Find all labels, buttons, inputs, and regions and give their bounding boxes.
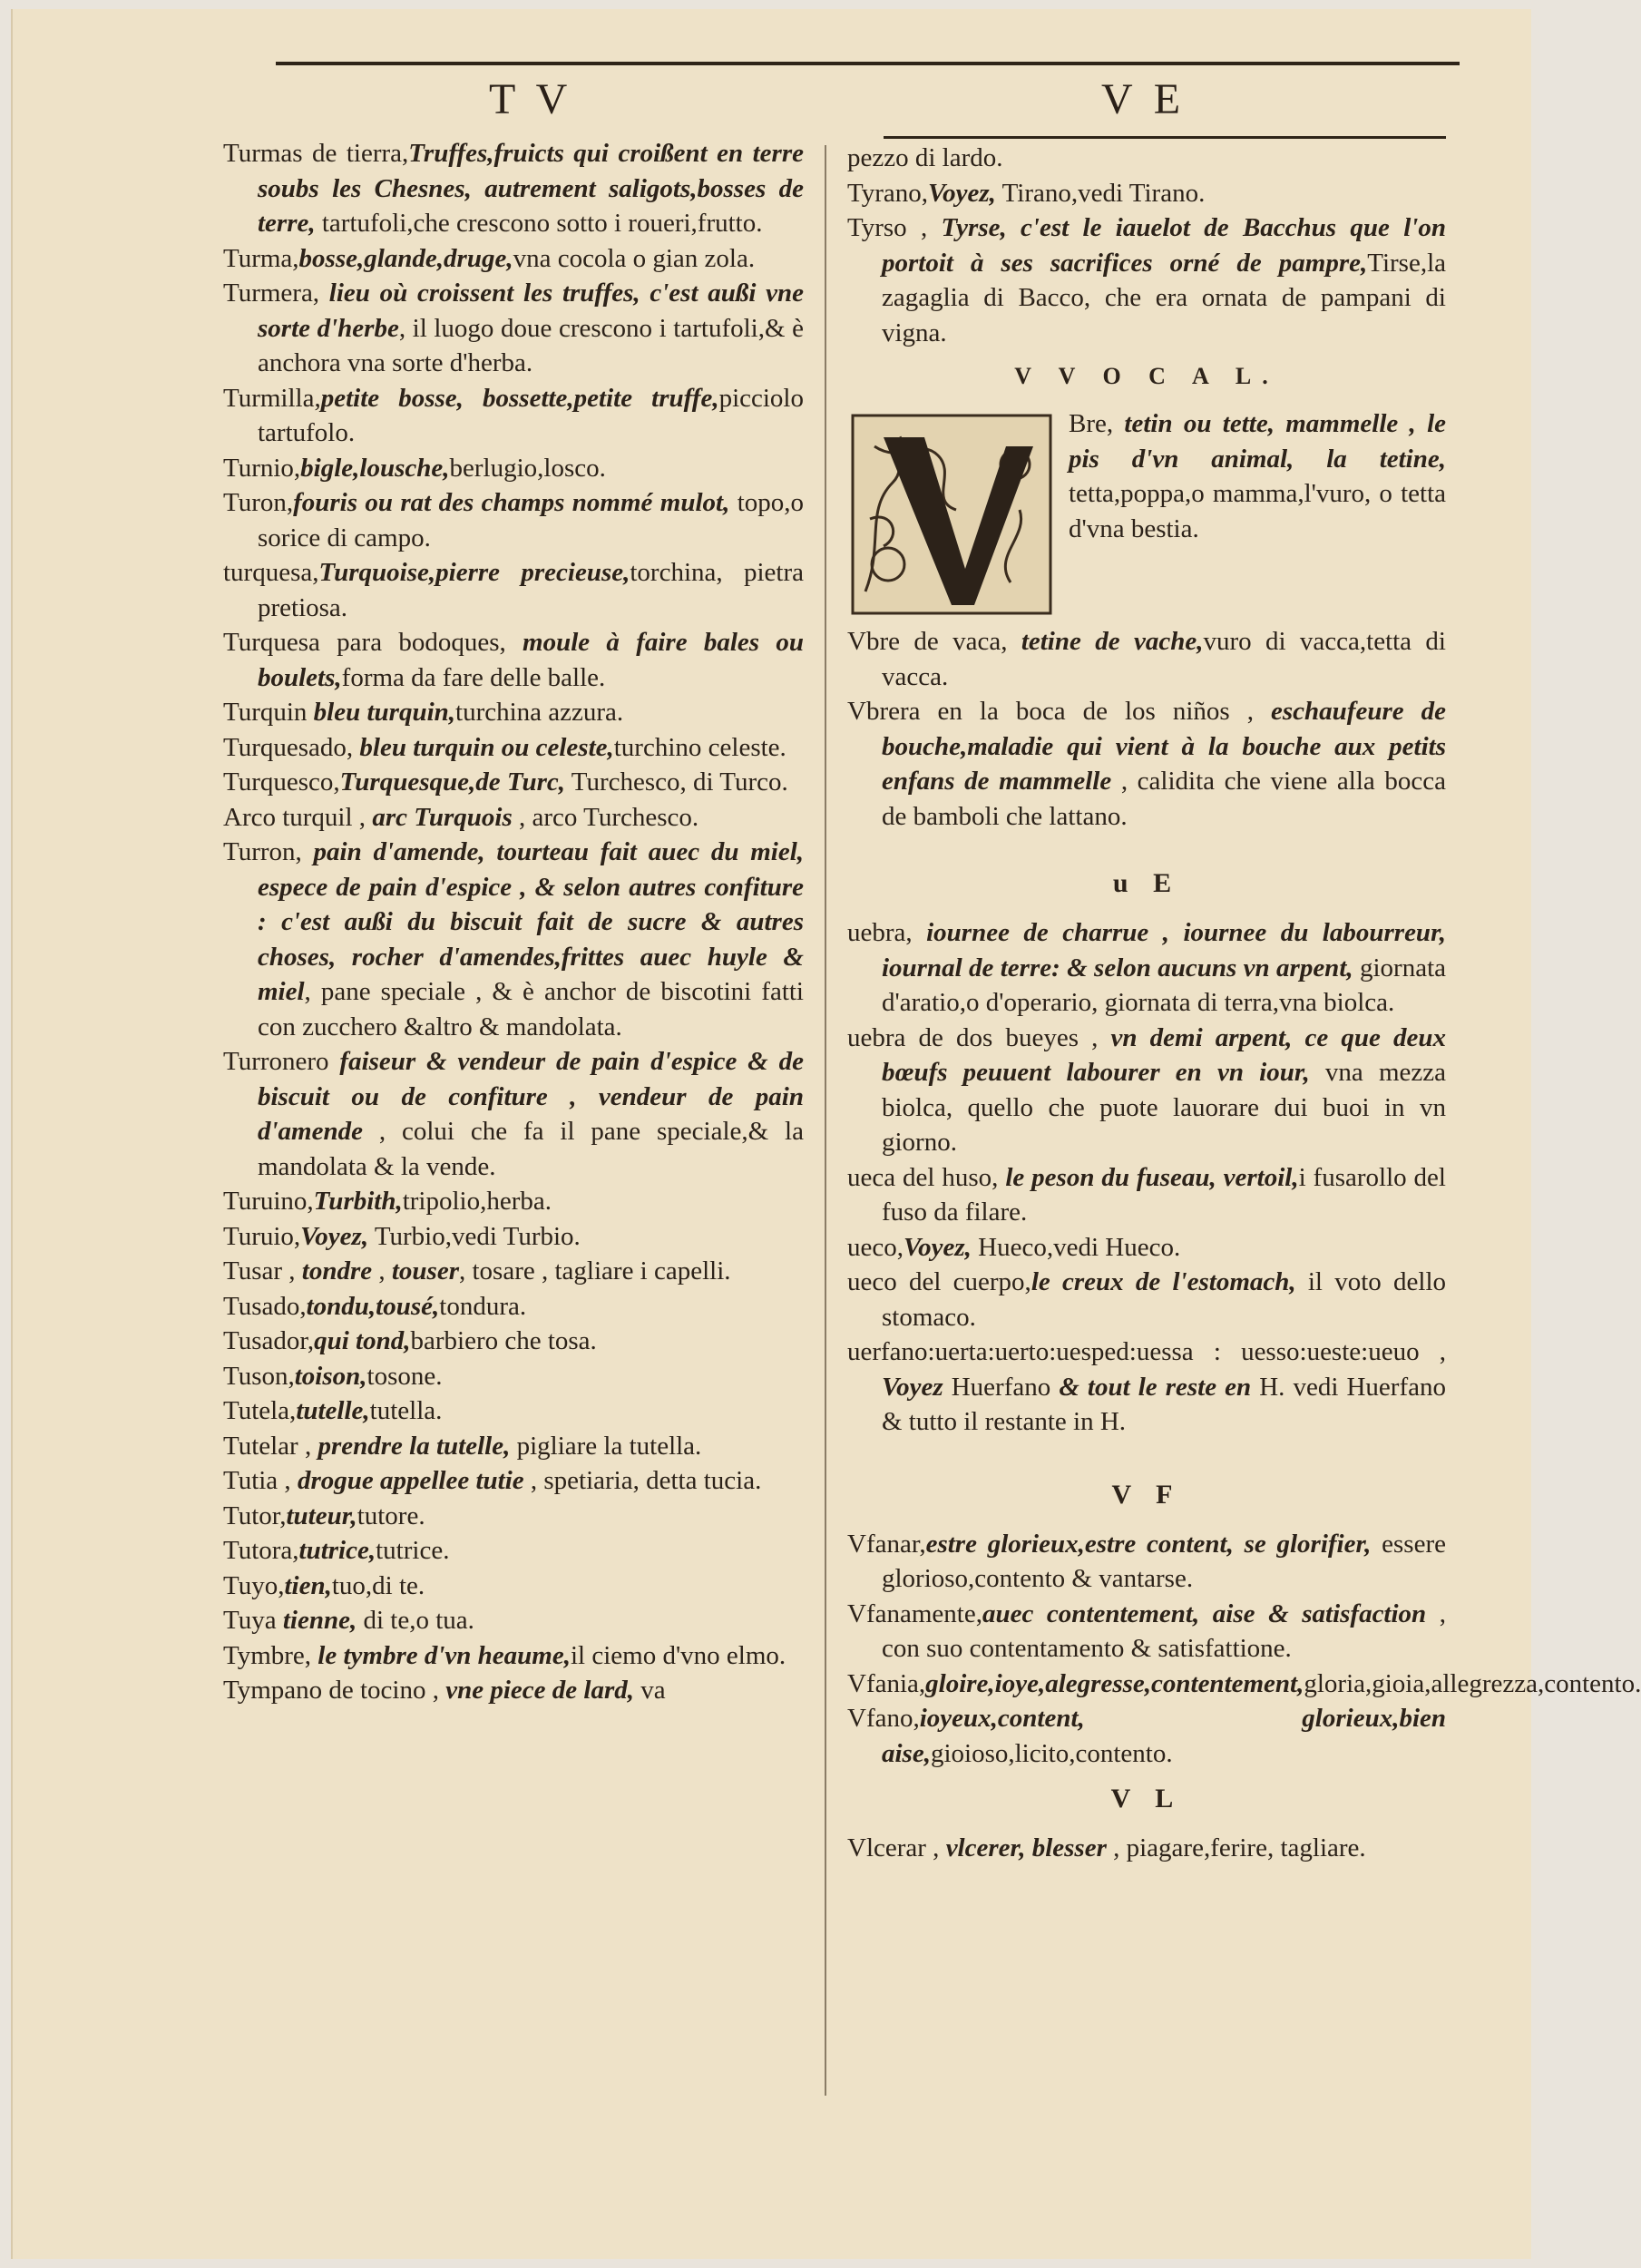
header-right: V E: [1101, 75, 1187, 123]
entry-italian: tutella.: [369, 1396, 443, 1425]
entry-french: tienne,: [282, 1606, 357, 1635]
left-column: [223, 136, 804, 1708]
entry-french: vlcerer, blesser: [945, 1833, 1107, 1862]
dictionary-entry: [223, 1499, 804, 1534]
dictionary-entry: [223, 1254, 804, 1289]
entry-headword: Tyrano,: [847, 178, 928, 208]
entry-italian: Turbio,vedi Turbio.: [368, 1221, 581, 1251]
entry-italian: , tosare , tagliare i capelli.: [459, 1256, 731, 1286]
entry-headword: Tuson,: [223, 1361, 295, 1391]
dictionary-entry: [847, 915, 1446, 1021]
entry-italian: tripolio,herba.: [402, 1187, 552, 1216]
entry-french: pain d'amende, tourteau fait auec du miel, espece de pain d'espice , & selon autres confiture : c'est außi du biscuit fait de sucre & autres choses, rocher d'amendes,frittes auec huyle & miel: [258, 837, 805, 1006]
entry-italian: , pane speciale , & è anchor de biscotini fatti con zucchero &altro & mandolata.: [258, 977, 804, 1041]
dictionary-entry: [223, 1289, 804, 1325]
entry-headword: ueco del cuerpo,: [847, 1267, 1031, 1296]
dropcap-entry: Bre, tetin ou tette, mammelle , le pis d'vn animal, la tetine, tetta,poppa,o mamma,l'vuro, o tetta d'vna bestia.: [1069, 409, 1446, 543]
entry-french: petite bosse, bossette,petite truffe,: [320, 383, 719, 413]
entry-italian: , piagare,ferire, tagliare.: [1106, 1833, 1366, 1862]
entry-french: tondu,tousé,: [306, 1291, 440, 1321]
entry-headword: Tutia ,: [223, 1466, 298, 1495]
entry-italian: topo,o sorice di campo.: [258, 488, 804, 552]
dictionary-entry: [847, 176, 1446, 211]
entry-french: estre glorieux,estre content, se glorifier,: [925, 1529, 1372, 1559]
dictionary-entry: [847, 1667, 1641, 1702]
entry-headword: Turmera,: [223, 279, 329, 308]
entry-italian: , con suo contentamento & satisfattione.: [882, 1598, 1447, 1663]
entry-headword: Tyrso ,: [847, 213, 942, 242]
entry-headword: Turmilla,: [223, 383, 321, 413]
entry-french: le tymbre d'vn heaume,: [317, 1640, 571, 1670]
entry-french: tien,: [284, 1570, 332, 1600]
entry-french: Turquoise,pierre precieuse,: [318, 558, 630, 587]
entry-french: qui tond,: [314, 1326, 411, 1355]
entry-italian: tondura.: [439, 1291, 527, 1321]
entry-french: vn demi arpent, ce que deux bœufs peuuent labourer en vn iour,: [882, 1022, 1447, 1087]
entry-italian: gloria,gioia,allegrezza,contento.: [1304, 1668, 1641, 1698]
entry-italian: pigliare la tutella.: [510, 1431, 702, 1461]
dictionary-entry: [223, 485, 804, 555]
entry-headword: Turquin: [223, 698, 314, 727]
header-rule-right: [884, 136, 1446, 139]
header-left: T V: [489, 75, 573, 123]
entry-french: tetine de vache,: [1021, 627, 1204, 656]
entry-italian: tosone.: [366, 1361, 443, 1391]
dictionary-entry: [223, 695, 804, 730]
entry-italian: H. vedi Huerfano & tutto il restante in H.: [882, 1372, 1446, 1436]
entry-italian: vuro di vacca,tetta di vacca.: [882, 627, 1446, 691]
entry-headword: Tymbre,: [223, 1640, 318, 1670]
column-divider: [825, 145, 826, 2096]
ornamental-initial-v-icon: [847, 410, 1056, 619]
entry-headword: Tutora,: [223, 1536, 299, 1565]
entry-headword: Turon,: [223, 488, 294, 517]
dictionary-entry: [223, 1359, 804, 1394]
entry-italian: turchina azzura.: [455, 698, 624, 727]
entry-italian: giornata d'aratio,o d'operario, giornata di terra,vna biolca.: [882, 953, 1447, 1017]
entry-headword: Turnio,: [223, 453, 301, 483]
entry-italian: , calidita che viene alla bocca de bamboli che lattano.: [882, 767, 1446, 831]
entry-headword: Turquesco,: [223, 767, 340, 797]
entry-french: prendre la tutelle,: [317, 1431, 511, 1461]
entry-french: touser: [391, 1256, 459, 1286]
entry-headword: Vfanar,: [847, 1529, 926, 1559]
entry-french: bleu turquin ou celeste,: [359, 732, 614, 762]
dictionary-entry: [223, 625, 804, 695]
entry-french: iournee de charrue , iournee du labourreur, iournal de terre: & selon aucuns vn arpent,: [882, 918, 1447, 982]
entry-headword: Vfano,: [847, 1704, 920, 1733]
entry-italian: di te,o tua.: [357, 1606, 474, 1635]
dictionary-entry: [847, 1831, 1446, 1866]
entry-headword: uebra de dos bueyes ,: [847, 1022, 1111, 1052]
entry-french: gloire,ioye,alegresse,contentement,: [925, 1668, 1304, 1698]
entry-headword: Vfanamente,: [847, 1598, 982, 1628]
entry-french: toison,: [294, 1361, 367, 1391]
dictionary-entry: [847, 1021, 1446, 1160]
dictionary-entry: [847, 1597, 1446, 1667]
entry-french: tutelle,: [296, 1396, 370, 1425]
entry-italian: tutore.: [357, 1501, 425, 1530]
dictionary-entry: [223, 835, 804, 1044]
book-page: [11, 9, 1641, 2259]
entry-italian: berlugio,losco.: [449, 453, 606, 483]
entry-italian: , arco Turchesco.: [512, 802, 699, 832]
entry-french: ioyeux,content, glorieux,bien aise,: [882, 1704, 1446, 1768]
entry-italian: Tirse,la zagaglia di Bacco, che era ornata de pampani di vigna.: [882, 248, 1446, 347]
entry-italian: barbiero che tosa.: [410, 1326, 597, 1355]
entry-italian: Huerfano: [943, 1372, 1060, 1402]
entry-headword: Arco turquil ,: [223, 802, 373, 832]
section-heading-vl: V L: [1110, 1784, 1183, 1813]
entry-french: fouris ou rat des champs nommé mulot,: [293, 488, 730, 517]
entry-french: bleu turquin,: [313, 698, 456, 727]
dictionary-entry: [223, 136, 804, 241]
dictionary-entry: [223, 1463, 804, 1499]
entry-headword: Tuya: [223, 1606, 283, 1635]
dictionary-entry: [223, 1603, 804, 1638]
entry-italian: turchino celeste.: [613, 732, 786, 762]
entry-italian: Tirano,vedi Tirano.: [995, 178, 1206, 208]
dictionary-entry: [223, 1184, 804, 1219]
entry-french: auec contentement, aise & satisfaction: [982, 1598, 1427, 1628]
dictionary-entry: [223, 730, 804, 766]
entry-italian: forma da fare delle balle.: [341, 662, 606, 692]
entry-french: eschaufeure de bouche,maladie qui vient à la bouche aux petits enfans de mammelle: [882, 697, 1446, 796]
entry-italian: , spetiaria, detta tucia.: [523, 1466, 762, 1495]
dictionary-entry: [847, 210, 1446, 350]
dictionary-entry: [223, 800, 804, 836]
entry-italian: Turchesco, di Turco.: [565, 767, 788, 797]
entry-italian: i fusarollo del fuso da filare.: [882, 1162, 1446, 1227]
entry-french: le creux de l'estomach,: [1031, 1267, 1296, 1296]
entry-headword: turquesa,: [223, 558, 319, 587]
header-rule-top: [276, 62, 1460, 65]
entry-french: Truffes,fruicts qui croißent en terre soubs les Chesnes, autrement saligots,bosses de terre,: [258, 139, 804, 238]
dictionary-entry: [223, 1673, 804, 1708]
entry-italian: Hueco,vedi Hueco.: [971, 1232, 1181, 1262]
entry-italian: , il luogo doue crescono i tartufoli,& è anchora vna sorte d'herba.: [258, 313, 804, 377]
entry-headword: Tuyo,: [223, 1570, 285, 1600]
dictionary-entry: [223, 451, 804, 486]
entry-headword: Turma,: [223, 243, 299, 273]
entry-headword: ueco,: [847, 1232, 904, 1262]
dictionary-entry: [847, 694, 1446, 834]
entry-headword: Tusado,: [223, 1291, 307, 1321]
entry-headword: Turron,: [223, 837, 314, 866]
dictionary-entry: [847, 1265, 1446, 1334]
entry-italian: vna cocola o gian zola.: [513, 243, 756, 273]
entry-french: tondre: [301, 1256, 373, 1286]
section-heading-vocal: V V O C A L.: [1014, 363, 1279, 389]
continuation-text: pezzo di lardo.: [847, 143, 1003, 172]
entry-french: tutrice,: [298, 1536, 376, 1565]
entry-headword: Tutor,: [223, 1501, 287, 1530]
dictionary-entry: [847, 1230, 1446, 1266]
entry-headword: Turquesado,: [223, 732, 360, 762]
dictionary-entry: [223, 1324, 804, 1359]
entry-italian: tuo,di te.: [331, 1570, 425, 1600]
entry-french: bosse,glande,druge,: [298, 243, 513, 273]
entry-headword: Tusar ,: [223, 1256, 302, 1286]
entry-french: bigle,lousche,: [300, 453, 450, 483]
dictionary-entry: [223, 1569, 804, 1604]
entry-italian: tutrice.: [376, 1536, 450, 1565]
right-column: [847, 141, 1641, 1866]
entry-french: le peson du fuseau, vertoil,: [1005, 1162, 1299, 1192]
section-heading-ue: u E: [1112, 868, 1181, 898]
dictionary-entry: [223, 1638, 804, 1674]
entry-french: faiseur & vendeur de pain d'espice & de biscuit ou de confiture , vendeur de pain d'amende: [258, 1047, 804, 1146]
entry-italian: essere glorioso,contento & vantarse.: [882, 1529, 1446, 1593]
entry-headword: Tutela,: [223, 1396, 297, 1425]
entry-french: Voyez: [882, 1372, 943, 1402]
entry-headword: Vfania,: [847, 1668, 926, 1698]
entry-italian: il voto dello stomaco.: [882, 1267, 1446, 1332]
entry-french: Voyez,: [904, 1232, 972, 1262]
dictionary-entry: [847, 1334, 1446, 1440]
entry-italian: ,: [372, 1256, 392, 1286]
entry-italian: gioioso,licito,contento.: [930, 1738, 1173, 1768]
entry-french: Tyrse, c'est le iauelot de Bacchus que l'on portoit à ses sacrifices orné de pampre,: [882, 213, 1446, 278]
entry-italian: , colui che fa il pane speciale,& la mandolata & la vende.: [258, 1117, 804, 1181]
entry-french: Voyez,: [300, 1221, 369, 1251]
dictionary-entry: [847, 1527, 1446, 1597]
dictionary-entry: [223, 381, 804, 451]
entry-headword: Turmas de tierra,: [223, 139, 409, 168]
entry-headword: Turronero: [223, 1047, 340, 1076]
entry-french: vne piece de lard,: [445, 1676, 634, 1705]
dictionary-entry: [223, 1219, 804, 1255]
entry-french: tuteur,: [286, 1501, 357, 1530]
entry-italian: il ciemo d'vno elmo.: [570, 1640, 786, 1670]
dictionary-entry: [223, 1044, 804, 1184]
dropcap-paragraph: [847, 406, 1446, 624]
entry-headword: ueca del huso,: [847, 1162, 1006, 1192]
entry-french: arc Turquois: [372, 802, 513, 832]
dictionary-entry: [223, 555, 804, 625]
entry-headword: uebra,: [847, 918, 927, 947]
dictionary-entry: [223, 241, 804, 277]
entry-headword: Turquesa para bodoques,: [223, 628, 523, 657]
entry-french: lieu où croissent les truffes, c'est außi vne sorte d'herbe: [258, 279, 804, 343]
entry-french: Turquesque,de Turc,: [339, 767, 566, 797]
entry-french: drogue appellee tutie: [297, 1466, 524, 1495]
dictionary-entry: [223, 276, 804, 381]
entry-italian: picciolo tartufolo.: [258, 383, 804, 447]
dictionary-entry: [223, 1429, 804, 1464]
entry-headword: Vbrera en la boca de los niños ,: [847, 697, 1271, 726]
entry-italian: torchina, pietra pretiosa.: [258, 558, 805, 622]
entry-french: Turbith,: [313, 1187, 403, 1216]
section-heading-vf: V F: [1111, 1479, 1182, 1510]
entry-french: Voyez,: [927, 178, 996, 208]
dictionary-entry: [223, 1393, 804, 1429]
entry-headword: Vbre de vaca,: [847, 627, 1021, 656]
dictionary-entry: [847, 624, 1446, 694]
entry-italian: va: [634, 1676, 666, 1705]
entry-french: & tout le reste en: [1059, 1372, 1252, 1402]
dictionary-entry: [223, 1533, 804, 1569]
entry-headword: Tusador,: [223, 1326, 315, 1355]
entry-italian: vna mezza biolca, quello che puote lauorare dui buoi in vn giorno.: [882, 1058, 1447, 1157]
entry-headword: Vlcerar ,: [847, 1833, 946, 1862]
entry-headword: uerfano:uerta:uerto:uesped:uessa : uesso:ueste:ueuo ,: [847, 1337, 1446, 1366]
entry-headword: Turuio,: [223, 1221, 301, 1251]
entry-italian: tartufoli,che crescono sotto i roueri,frutto.: [315, 209, 763, 238]
entry-headword: Tutelar ,: [223, 1431, 318, 1461]
entry-headword: Tympano de tocino ,: [223, 1676, 446, 1705]
entry-french: moule à faire bales ou boulets,: [258, 628, 804, 692]
dictionary-entry: [223, 765, 804, 800]
dictionary-entry: [847, 1160, 1446, 1230]
dictionary-entry: [847, 1701, 1446, 1771]
entry-headword: Turuino,: [223, 1187, 314, 1216]
